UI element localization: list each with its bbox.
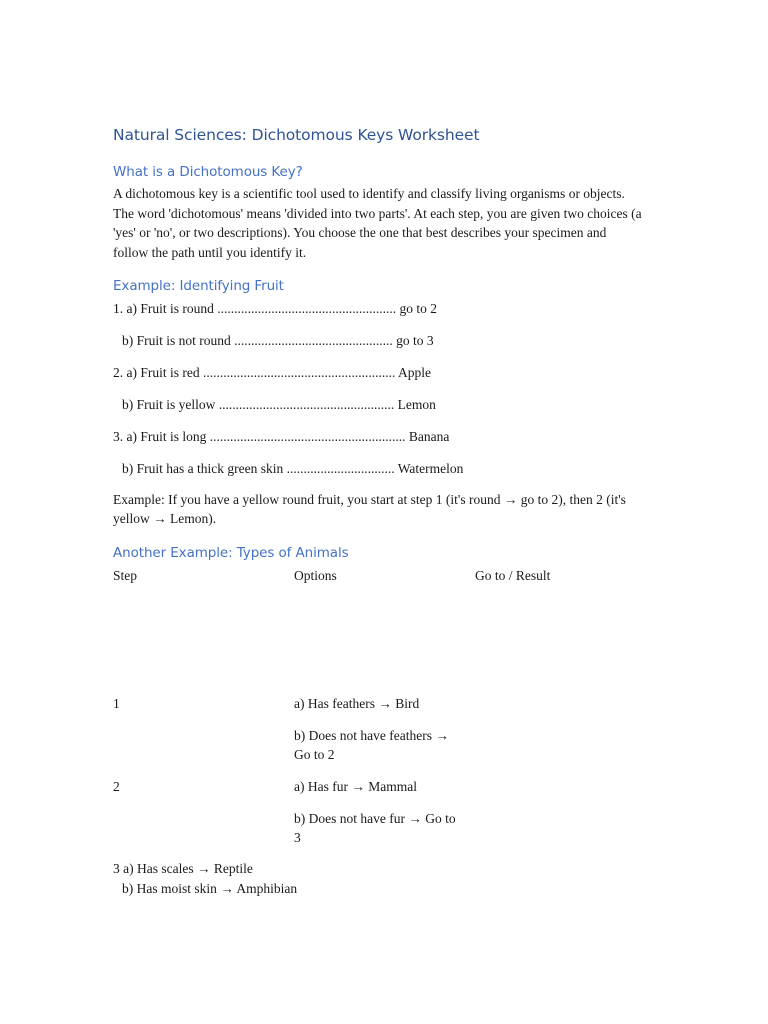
table-row-1-option-b: b) Does not have feathers → Go to 2	[294, 728, 449, 762]
table-row-1-option-a: a) Has feathers → Bird	[294, 696, 420, 711]
fruit-key-line-2b: b) Fruit is yellow .................................................... Lemon	[122, 397, 436, 412]
fruit-key-line-1b: b) Fruit is not round ............................................... go to 3	[122, 333, 434, 348]
section-heading-fruit: Example: Identifying Fruit	[113, 278, 284, 294]
fruit-key-line-2a: 2. a) Fruit is red ......................................................... Apple	[113, 365, 431, 380]
fruit-key-line-1a: 1. a) Fruit is round ..................................................... go to 2	[113, 301, 437, 316]
table-row-2-option-a: a) Has fur → Mammal	[294, 779, 417, 794]
fruit-example-paragraph: Example: If you have a yellow round fruit, you start at step 1 (it's round → go to 2), then 2 (it's yellow → Lemon).	[113, 492, 626, 526]
table-row-2-step: 2	[113, 779, 120, 794]
section-heading-animals: Another Example: Types of Animals	[113, 545, 349, 561]
table-row-2-option-b: b) Does not have fur → Go to 3	[294, 811, 456, 845]
table-row-1-step: 1	[113, 696, 120, 711]
page-title: Natural Sciences: Dichotomous Keys Worksheet	[113, 126, 480, 144]
fruit-key-line-3a: 3. a) Fruit is long .......................................................... Banana	[113, 429, 450, 444]
section-heading-what-is: What is a Dichotomous Key?	[113, 164, 303, 180]
table-header-options: Options	[294, 568, 337, 583]
table-header-result: Go to / Result	[475, 568, 551, 583]
table-header-step: Step	[113, 568, 138, 583]
animals-step-3b: b) Has moist skin → Amphibian	[122, 881, 298, 896]
intro-paragraph: A dichotomous key is a scientific tool used to identify and classify living organisms or objects. The word 'dichotomous' means 'divided into two parts'. At each step, you are given two choices (a 'yes' or 'no', or two descriptions). You choose the one that best describes your specimen and follow the path until you identify it.	[113, 186, 642, 260]
animals-step-3a: 3 a) Has scales → Reptile	[113, 861, 253, 876]
fruit-key-line-3b: b) Fruit has a thick green skin ................................ Watermelon	[122, 461, 464, 476]
